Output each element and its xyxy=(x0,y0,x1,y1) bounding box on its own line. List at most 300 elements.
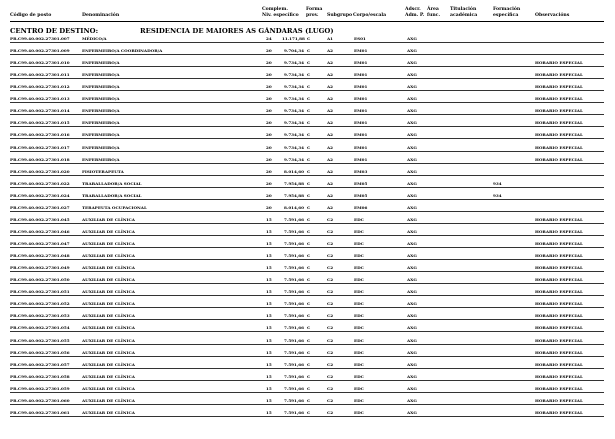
cell-adscripcion: AXG xyxy=(407,156,417,162)
header-adscr-line2: Adm. P. xyxy=(405,13,425,18)
cell-niv-especifico: 20 xyxy=(266,96,272,102)
cell-subgrupo: C2 xyxy=(327,337,334,343)
row-divider xyxy=(10,78,604,79)
cell-adscripcion: AXG xyxy=(407,216,417,222)
row-divider xyxy=(10,138,604,139)
cell-subgrupo: C2 xyxy=(327,313,334,319)
cell-observaciones: HORARIO ESPECIAL xyxy=(535,301,583,307)
header-adscr-line1: Adscr. xyxy=(405,7,421,12)
cell-adscripcion: AXG xyxy=(407,385,417,391)
cell-corpo-escala: EDC xyxy=(354,265,364,271)
cell-denominacion: ENFERMEIRO/A xyxy=(82,120,120,126)
cell-subgrupo: C2 xyxy=(327,277,334,283)
cell-observaciones: HORARIO ESPECIAL xyxy=(535,216,583,222)
table-row xyxy=(0,360,615,369)
cell-denominacion: AUXILIAR DE CLÍNICA xyxy=(82,397,135,403)
cell-niv-especifico: 20 xyxy=(266,72,272,78)
cell-niv-especifico: 15 xyxy=(266,349,272,355)
cell-subgrupo: C2 xyxy=(327,228,334,234)
row-divider xyxy=(10,211,604,212)
row-divider xyxy=(10,416,604,417)
cell-forma-provision: C xyxy=(307,337,311,343)
cell-denominacion: ENFERMEIRO/A xyxy=(82,72,120,78)
cell-complemento: 9.734,34 xyxy=(284,108,304,114)
cell-denominacion: AUXILIAR DE CLÍNICA xyxy=(82,325,135,331)
row-divider xyxy=(10,42,604,43)
cell-complemento: 7.591,66 xyxy=(284,289,304,295)
cell-adscripcion: AXG xyxy=(407,132,417,138)
cell-denominacion: AUXILIAR DE CLÍNICA xyxy=(82,409,135,415)
cell-subgrupo: C2 xyxy=(327,265,334,271)
cell-codigo: PR.C99.40.002.27301.047 xyxy=(10,241,70,247)
cell-niv-especifico: 20 xyxy=(266,120,272,126)
table-row xyxy=(0,46,615,55)
cell-denominacion: AUXILIAR DE CLÍNICA xyxy=(82,289,135,295)
cell-adscripcion: AXG xyxy=(407,349,417,355)
table-row xyxy=(0,179,615,188)
cell-complemento: 7.591,66 xyxy=(284,373,304,379)
row-divider xyxy=(10,187,604,188)
cell-denominacion: ENFERMEIRO/A xyxy=(82,84,120,90)
table-row xyxy=(0,191,615,200)
cell-forma-provision: C xyxy=(307,60,311,66)
cell-forma-provision: C xyxy=(307,253,311,259)
cell-adscripcion: AXG xyxy=(407,241,417,247)
cell-adscripcion: AXG xyxy=(407,265,417,271)
cell-corpo-escala: EM01 xyxy=(354,120,368,126)
cell-adscripcion: AXG xyxy=(407,253,417,259)
cell-forma-provision: C xyxy=(307,144,311,150)
table-row xyxy=(0,348,615,357)
cell-corpo-escala: EDC xyxy=(354,241,364,247)
table-row xyxy=(0,396,615,405)
header-area-line1: Área xyxy=(427,7,439,12)
cell-corpo-escala: EM03 xyxy=(354,168,368,174)
cell-adscripcion: AXG xyxy=(407,397,417,403)
cell-codigo: PR.C99.40.002.27301.050 xyxy=(10,277,70,283)
cell-codigo: PR.C99.40.002.27301.014 xyxy=(10,108,70,114)
cell-forma-provision: C xyxy=(307,132,311,138)
cell-observaciones: HORARIO ESPECIAL xyxy=(535,72,583,78)
cell-complemento: 9.734,34 xyxy=(284,72,304,78)
cell-niv-especifico: 15 xyxy=(266,385,272,391)
cell-corpo-escala: EM01 xyxy=(354,144,368,150)
cell-adscripcion: AXG xyxy=(407,180,417,186)
row-divider xyxy=(10,151,604,152)
cell-niv-especifico: 15 xyxy=(266,241,272,247)
row-divider xyxy=(10,199,604,200)
cell-forma-provision: C xyxy=(307,228,311,234)
cell-complemento: 7.591,66 xyxy=(284,216,304,222)
cell-subgrupo: C2 xyxy=(327,373,334,379)
table-row xyxy=(0,323,615,332)
cell-complemento: 7.954,88 xyxy=(284,192,304,198)
cell-adscripcion: AXG xyxy=(407,96,417,102)
table-row xyxy=(0,155,615,164)
table-row xyxy=(0,143,615,152)
cell-denominacion: TRABALLADOR/A SOCIAL xyxy=(82,192,142,198)
cell-niv-especifico: 15 xyxy=(266,253,272,259)
cell-complemento: 7.954,88 xyxy=(284,180,304,186)
cell-complemento: 9.734,34 xyxy=(284,120,304,126)
cell-adscripcion: AXG xyxy=(407,204,417,210)
table-row xyxy=(0,408,615,417)
cell-subgrupo: C2 xyxy=(327,409,334,415)
cell-niv-especifico: 15 xyxy=(266,277,272,283)
table-row xyxy=(0,251,615,260)
cell-niv-especifico: 15 xyxy=(266,409,272,415)
cell-codigo: PR.C99.40.002.27301.061 xyxy=(10,409,70,415)
cell-adscripcion: AXG xyxy=(407,144,417,150)
cell-complemento: 7.591,66 xyxy=(284,313,304,319)
cell-forma-provision: C xyxy=(307,96,311,102)
cell-corpo-escala: EDC xyxy=(354,216,364,222)
row-divider xyxy=(10,380,604,381)
cell-subgrupo: A2 xyxy=(327,192,334,198)
cell-niv-especifico: 20 xyxy=(266,48,272,54)
cell-denominacion: AUXILIAR DE CLÍNICA xyxy=(82,361,135,367)
header-forma-line1: Forma xyxy=(306,7,323,12)
cell-forma-provision: C xyxy=(307,48,311,54)
cell-adscripcion: AXG xyxy=(407,325,417,331)
cell-corpo-escala: EM01 xyxy=(354,156,368,162)
cell-subgrupo: C2 xyxy=(327,361,334,367)
cell-codigo: PR.C99.40.002.27301.058 xyxy=(10,373,70,379)
cell-observaciones: HORARIO ESPECIAL xyxy=(535,289,583,295)
cell-denominacion: TRABALLADOR/A SOCIAL xyxy=(82,180,142,186)
cell-corpo-escala: EDC xyxy=(354,253,364,259)
cell-subgrupo: C2 xyxy=(327,216,334,222)
cell-niv-especifico: 20 xyxy=(266,192,272,198)
row-divider xyxy=(10,163,604,164)
table-row xyxy=(0,118,615,127)
cell-denominacion: ENFERMEIRO/A xyxy=(82,96,120,102)
header-subgrupo: Subgrupo xyxy=(327,13,353,18)
cell-adscripcion: AXG xyxy=(407,84,417,90)
table-row xyxy=(0,263,615,272)
cell-forma-provision: C xyxy=(307,156,311,162)
cell-forma-provision: C xyxy=(307,289,311,295)
cell-corpo-escala: EDC xyxy=(354,361,364,367)
cell-corpo-escala: EDC xyxy=(354,301,364,307)
cell-complemento: 7.591,66 xyxy=(284,265,304,271)
cell-codigo: PR.C99.40.002.27301.011 xyxy=(10,72,70,78)
cell-niv-especifico: 15 xyxy=(266,216,272,222)
cell-forma-provision: C xyxy=(307,180,311,186)
cell-adscripcion: AXG xyxy=(407,120,417,126)
header-titulacion-line2: académica xyxy=(450,13,478,18)
cell-codigo: PR.C99.40.002.27301.017 xyxy=(10,144,70,150)
cell-complemento: 7.591,66 xyxy=(284,253,304,259)
cell-corpo-escala: EM01 xyxy=(354,48,368,54)
table-row xyxy=(0,94,615,103)
cell-forma-provision: C xyxy=(307,373,311,379)
header-area-line2: func. xyxy=(427,13,441,18)
table-row xyxy=(0,130,615,139)
cell-observaciones: HORARIO ESPECIAL xyxy=(535,277,583,283)
cell-subgrupo: A2 xyxy=(327,108,334,114)
cell-forma-provision: C xyxy=(307,108,311,114)
cell-formacion: 934 xyxy=(493,180,502,186)
cell-denominacion: ENFERMEIRO/A xyxy=(82,60,120,66)
row-divider xyxy=(10,271,604,272)
cell-adscripcion: AXG xyxy=(407,228,417,234)
cell-niv-especifico: 15 xyxy=(266,313,272,319)
cell-codigo: PR.C99.40.002.27301.024 xyxy=(10,192,70,198)
cell-denominacion: ENFERMEIRO/A COORDINADOR/A xyxy=(82,48,163,54)
cell-codigo: PR.C99.40.002.27301.010 xyxy=(10,60,70,66)
header-corpo: Corpo/escala xyxy=(353,13,387,18)
cell-codigo: PR.C99.40.002.27301.056 xyxy=(10,349,70,355)
cell-subgrupo: A2 xyxy=(327,72,334,78)
cell-niv-especifico: 20 xyxy=(266,156,272,162)
row-divider xyxy=(10,356,604,357)
cell-corpo-escala: EDC xyxy=(354,409,364,415)
row-divider xyxy=(10,126,604,127)
cell-niv-especifico: 15 xyxy=(266,337,272,343)
cell-codigo: PR.C99.40.002.27301.018 xyxy=(10,156,70,162)
cell-complemento: 8.014,60 xyxy=(284,204,304,210)
cell-observaciones: HORARIO ESPECIAL xyxy=(535,108,583,114)
table-row xyxy=(0,227,615,236)
cell-complemento: 7.591,66 xyxy=(284,325,304,331)
cell-corpo-escala: EDC xyxy=(354,385,364,391)
cell-denominacion: AUXILIAR DE CLÍNICA xyxy=(82,385,135,391)
header-divider xyxy=(10,21,604,22)
cell-corpo-escala: EM01 xyxy=(354,108,368,114)
row-divider xyxy=(10,175,604,176)
cell-complemento: 9.704,34 xyxy=(284,48,304,54)
header-titulacion-line1: Titulación xyxy=(450,7,477,12)
cell-corpo-escala: EDC xyxy=(354,397,364,403)
cell-observaciones: HORARIO ESPECIAL xyxy=(535,144,583,150)
cell-complemento: 7.591,66 xyxy=(284,301,304,307)
cell-codigo: PR.C99.40.002.27301.020 xyxy=(10,168,70,174)
cell-codigo: PR.C99.40.002.27301.049 xyxy=(10,265,70,271)
cell-adscripcion: AXG xyxy=(407,192,417,198)
centro-name: RESIDENCIA DE MAIORES AS GÁNDARAS (LUGO) xyxy=(140,27,334,35)
cell-subgrupo: A2 xyxy=(327,204,334,210)
cell-observaciones: HORARIO ESPECIAL xyxy=(535,409,583,415)
cell-niv-especifico: 15 xyxy=(266,325,272,331)
cell-codigo: PR.C99.40.002.27301.022 xyxy=(10,180,70,186)
table-row xyxy=(0,372,615,381)
cell-forma-provision: C xyxy=(307,204,311,210)
header-denominacion: Denominación xyxy=(82,13,120,18)
cell-adscripcion: AXG xyxy=(407,337,417,343)
cell-niv-especifico: 20 xyxy=(266,168,272,174)
row-divider xyxy=(10,295,604,296)
cell-subgrupo: A2 xyxy=(327,84,334,90)
cell-observaciones: HORARIO ESPECIAL xyxy=(535,265,583,271)
cell-denominacion: AUXILIAR DE CLÍNICA xyxy=(82,265,135,271)
cell-adscripcion: AXG xyxy=(407,60,417,66)
cell-corpo-escala: EM01 xyxy=(354,96,368,102)
cell-niv-especifico: 15 xyxy=(266,361,272,367)
cell-denominacion: AUXILIAR DE CLÍNICA xyxy=(82,337,135,343)
row-divider xyxy=(10,331,604,332)
cell-observaciones: HORARIO ESPECIAL xyxy=(535,349,583,355)
cell-codigo: PR.C99.40.002.27301.015 xyxy=(10,120,70,126)
row-divider xyxy=(10,344,604,345)
cell-adscripcion: AXG xyxy=(407,373,417,379)
cell-corpo-escala: EDC xyxy=(354,289,364,295)
cell-subgrupo: C2 xyxy=(327,301,334,307)
cell-corpo-escala: EM01 xyxy=(354,132,368,138)
cell-codigo: PR.C99.40.002.27301.016 xyxy=(10,132,70,138)
cell-observaciones: HORARIO ESPECIAL xyxy=(535,337,583,343)
cell-forma-provision: C xyxy=(307,361,311,367)
cell-adscripcion: AXG xyxy=(407,409,417,415)
cell-codigo: PR.C99.40.002.27301.060 xyxy=(10,397,70,403)
cell-codigo: PR.C99.40.002.27301.052 xyxy=(10,301,70,307)
centro-label: CENTRO DE DESTINO: xyxy=(10,27,99,35)
cell-niv-especifico: 15 xyxy=(266,301,272,307)
cell-corpo-escala: EDC xyxy=(354,373,364,379)
table-row xyxy=(0,215,615,224)
cell-complemento: 7.591,66 xyxy=(284,349,304,355)
cell-corpo-escala: EM01 xyxy=(354,60,368,66)
cell-denominacion: ENFERMEIRO/A xyxy=(82,132,120,138)
cell-codigo: PR.C99.40.002.27301.013 xyxy=(10,96,70,102)
cell-niv-especifico: 15 xyxy=(266,265,272,271)
cell-corpo-escala: EM01 xyxy=(354,72,368,78)
cell-complemento: 7.591,66 xyxy=(284,385,304,391)
cell-niv-especifico: 15 xyxy=(266,228,272,234)
cell-denominacion: ENFERMEIRO/A xyxy=(82,144,120,150)
cell-denominacion: ENFERMEIRO/A xyxy=(82,108,120,114)
cell-observaciones: HORARIO ESPECIAL xyxy=(535,132,583,138)
cell-subgrupo: A1 xyxy=(327,36,334,41)
cell-forma-provision: C xyxy=(307,301,311,307)
header-forma-line2: prov. xyxy=(306,13,319,18)
row-divider xyxy=(10,404,604,405)
header-codigo: Código de posto xyxy=(10,13,52,18)
cell-subgrupo: C2 xyxy=(327,289,334,295)
cell-denominacion: AUXILIAR DE CLÍNICA xyxy=(82,301,135,307)
table-row xyxy=(0,106,615,115)
cell-observaciones: HORARIO ESPECIAL xyxy=(535,325,583,331)
cell-observaciones: HORARIO ESPECIAL xyxy=(535,228,583,234)
cell-complemento: 11.171,88 xyxy=(282,36,305,41)
table-row xyxy=(0,275,615,284)
table-row xyxy=(0,203,615,212)
header-observaciones: Observacións xyxy=(535,13,570,18)
row-divider xyxy=(10,66,604,67)
table-row xyxy=(0,311,615,320)
row-divider xyxy=(10,114,604,115)
cell-corpo-escala: EDC xyxy=(354,228,364,234)
table-row xyxy=(0,287,615,296)
row-divider xyxy=(10,90,604,91)
cell-subgrupo: C2 xyxy=(327,397,334,403)
cell-forma-provision: C xyxy=(307,84,311,90)
table-row xyxy=(0,336,615,345)
cell-niv-especifico: 20 xyxy=(266,180,272,186)
cell-forma-provision: C xyxy=(307,265,311,271)
table-row xyxy=(0,70,615,79)
cell-observaciones: HORARIO ESPECIAL xyxy=(535,156,583,162)
cell-complemento: 9.734,34 xyxy=(284,144,304,150)
cell-corpo-escala: ES01 xyxy=(354,36,366,41)
cell-forma-provision: C xyxy=(307,349,311,355)
cell-niv-especifico: 20 xyxy=(266,204,272,210)
cell-codigo: PR.C99.40.002.27301.045 xyxy=(10,216,70,222)
cell-adscripcion: AXG xyxy=(407,301,417,307)
cell-subgrupo: A2 xyxy=(327,120,334,126)
cell-observaciones: HORARIO ESPECIAL xyxy=(535,313,583,319)
cell-corpo-escala: EM05 xyxy=(354,180,368,186)
table-row xyxy=(0,299,615,308)
cell-subgrupo: C2 xyxy=(327,325,334,331)
row-divider xyxy=(10,247,604,248)
cell-codigo: PR.C99.40.002.27301.057 xyxy=(10,361,70,367)
cell-complemento: 9.734,34 xyxy=(284,132,304,138)
cell-observaciones: HORARIO ESPECIAL xyxy=(535,96,583,102)
cell-codigo: PR.C99.40.002.27301.048 xyxy=(10,253,70,259)
cell-codigo: PR.C99.40.002.27301.007 xyxy=(10,36,70,41)
cell-complemento: 7.591,66 xyxy=(284,241,304,247)
cell-niv-especifico: 20 xyxy=(266,132,272,138)
cell-complemento: 9.734,34 xyxy=(284,60,304,66)
cell-observaciones: HORARIO ESPECIAL xyxy=(535,253,583,259)
cell-corpo-escala: EDC xyxy=(354,349,364,355)
cell-corpo-escala: EM06 xyxy=(354,204,368,210)
cell-denominacion: AUXILIAR DE CLÍNICA xyxy=(82,349,135,355)
cell-adscripcion: AXG xyxy=(407,108,417,114)
cell-adscripcion: AXG xyxy=(407,313,417,319)
cell-denominacion: AUXILIAR DE CLÍNICA xyxy=(82,313,135,319)
cell-denominacion: AUXILIAR DE CLÍNICA xyxy=(82,228,135,234)
row-divider xyxy=(10,368,604,369)
cell-adscripcion: AXG xyxy=(407,168,417,174)
cell-complemento: 7.591,66 xyxy=(284,277,304,283)
cell-complemento: 7.591,66 xyxy=(284,409,304,415)
cell-niv-especifico: 24 xyxy=(266,36,272,41)
cell-forma-provision: C xyxy=(307,120,311,126)
cell-denominacion: AUXILIAR DE CLÍNICA xyxy=(82,253,135,259)
cell-subgrupo: A2 xyxy=(327,144,334,150)
cell-codigo: PR.C99.40.002.27301.054 xyxy=(10,325,70,331)
cell-observaciones: HORARIO ESPECIAL xyxy=(535,385,583,391)
cell-complemento: 7.591,66 xyxy=(284,397,304,403)
header-formacion-line2: específica xyxy=(493,13,519,18)
cell-codigo: PR.C99.40.002.27301.009 xyxy=(10,48,70,54)
cell-adscripcion: AXG xyxy=(407,289,417,295)
cell-observaciones: HORARIO ESPECIAL xyxy=(535,60,583,66)
cell-denominacion: ENFERMEIRO/A xyxy=(82,156,120,162)
cell-observaciones: HORARIO ESPECIAL xyxy=(535,241,583,247)
cell-adscripcion: AXG xyxy=(407,36,417,41)
cell-complemento: 8.014,60 xyxy=(284,168,304,174)
header-complem-line1: Complem. xyxy=(262,7,288,12)
cell-denominacion: AUXILIAR DE CLÍNICA xyxy=(82,277,135,283)
cell-subgrupo: C2 xyxy=(327,253,334,259)
cell-codigo: PR.C99.40.002.27301.051 xyxy=(10,289,70,295)
cell-forma-provision: C xyxy=(307,168,311,174)
cell-forma-provision: C xyxy=(307,192,311,198)
row-divider xyxy=(10,259,604,260)
cell-niv-especifico: 15 xyxy=(266,289,272,295)
cell-subgrupo: A2 xyxy=(327,168,334,174)
cell-forma-provision: C xyxy=(307,72,311,78)
cell-forma-provision: C xyxy=(307,409,311,415)
cell-subgrupo: C2 xyxy=(327,241,334,247)
cell-niv-especifico: 20 xyxy=(266,144,272,150)
table-row xyxy=(0,239,615,248)
table-row xyxy=(0,34,615,43)
cell-adscripcion: AXG xyxy=(407,72,417,78)
